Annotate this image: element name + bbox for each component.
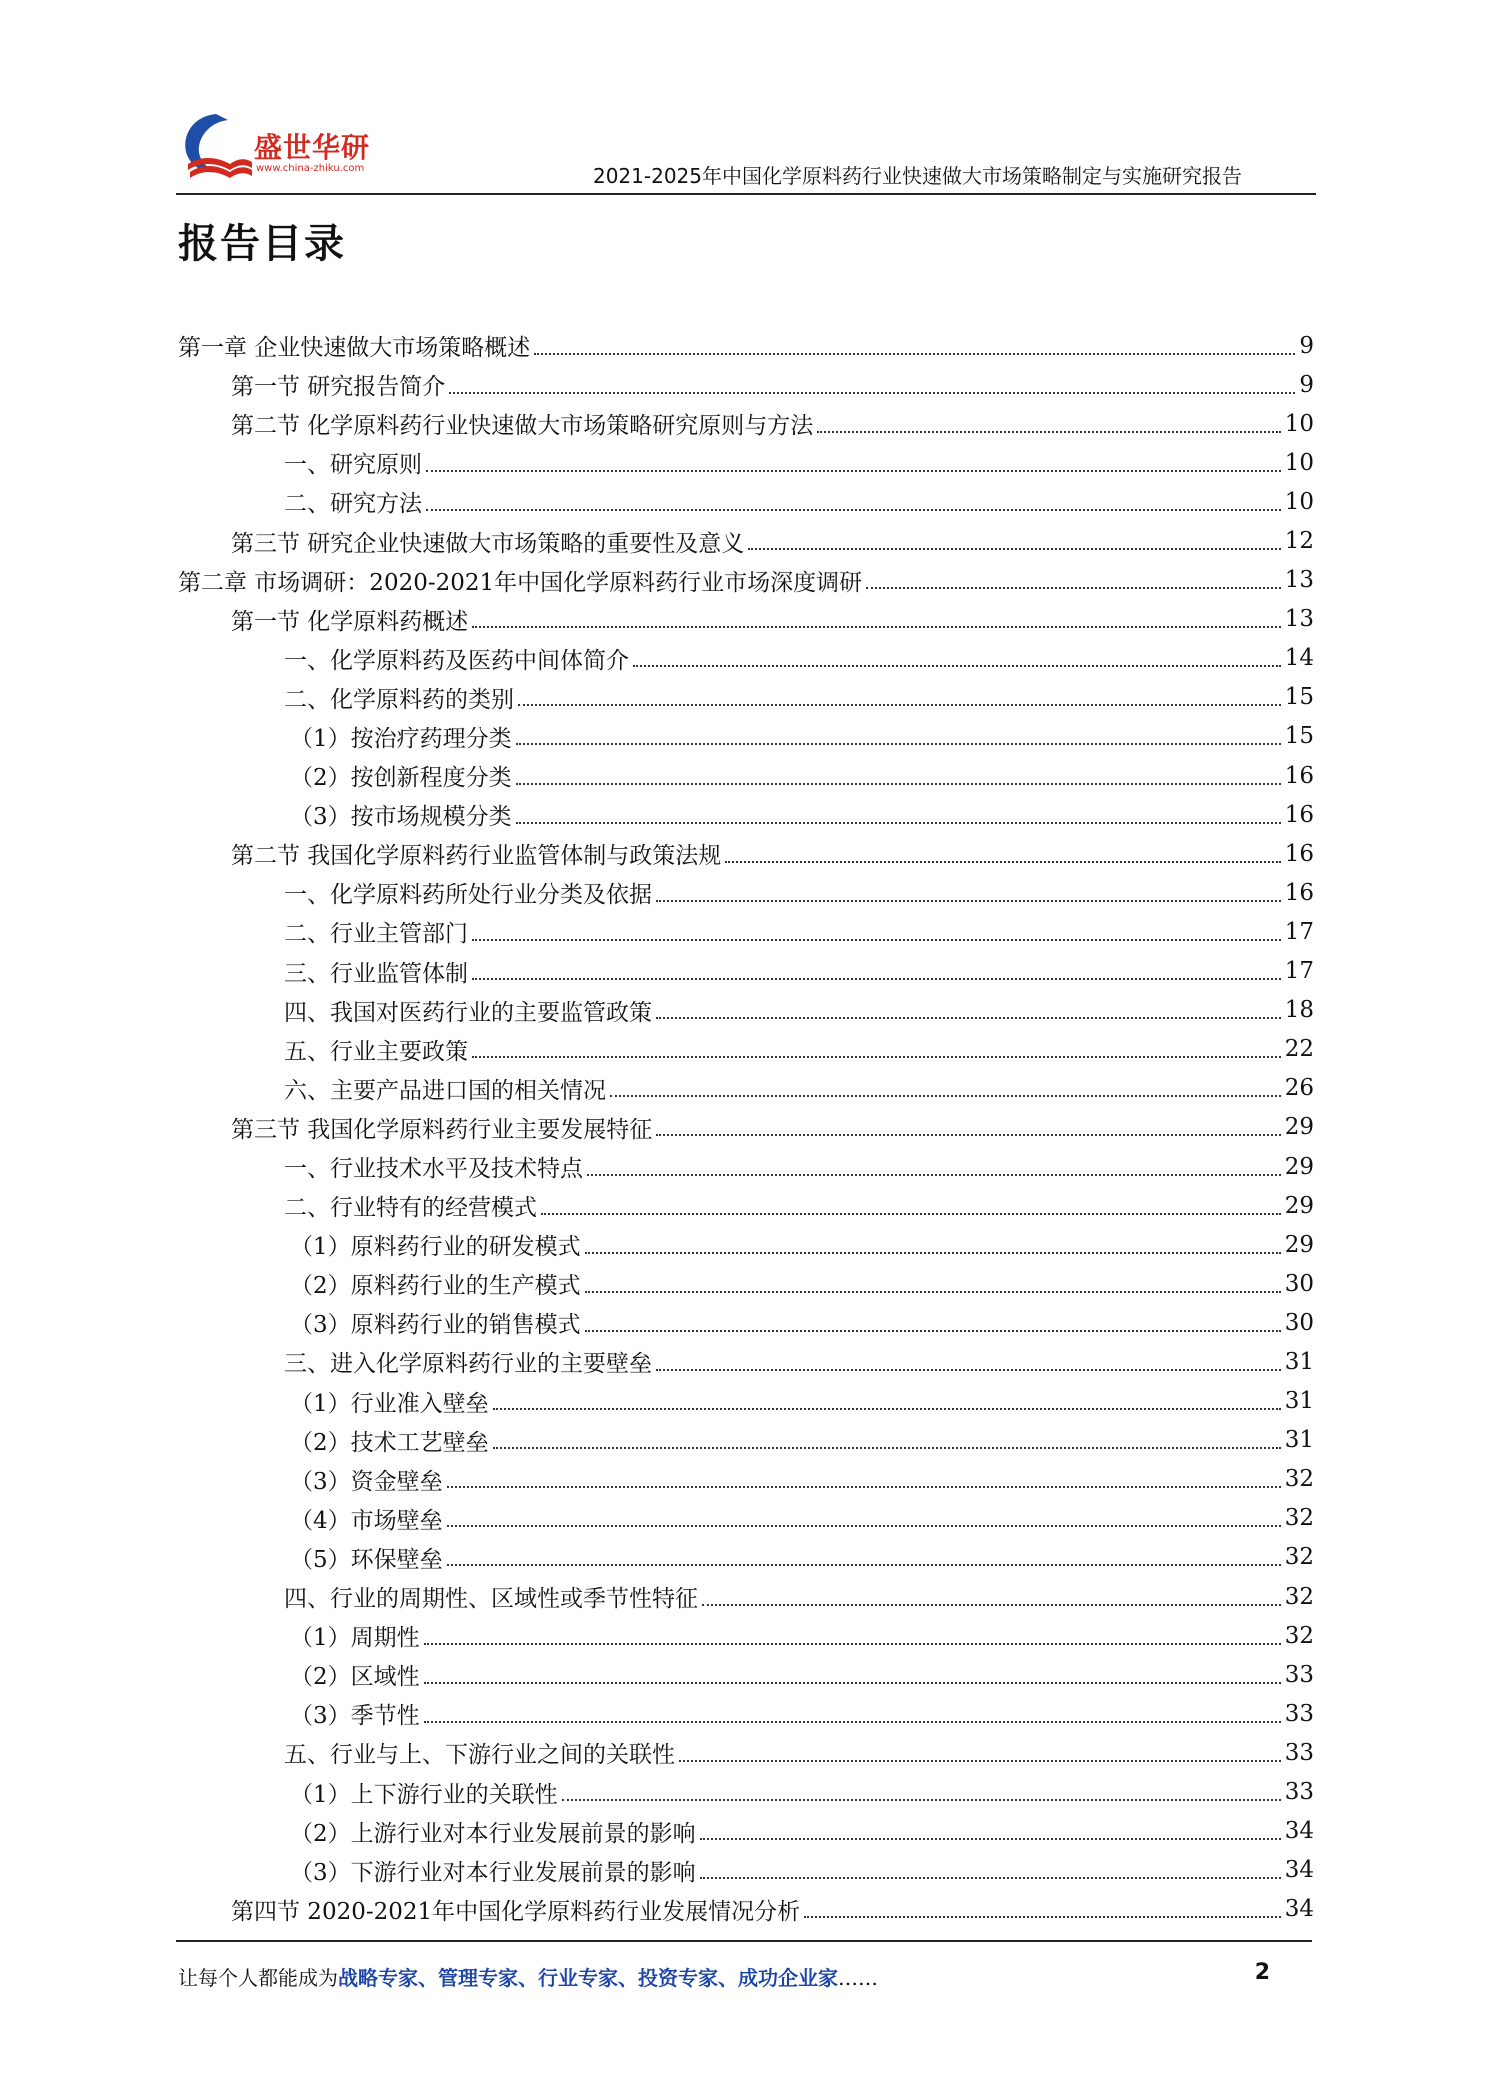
page-title: 报告目录 xyxy=(178,221,346,267)
toc-leader-dots xyxy=(725,861,1280,863)
toc-entry-page: 30 xyxy=(1284,1309,1314,1336)
toc-entry-label: （5）环保壁垒 xyxy=(290,1546,443,1573)
toc-entry-page: 9 xyxy=(1299,371,1314,398)
logo-url: www.china-zhiku.com xyxy=(256,163,365,174)
toc-entry[interactable] xyxy=(178,1342,1314,1381)
toc-leader-dots xyxy=(656,900,1281,902)
toc-entry[interactable] xyxy=(178,795,1314,834)
toc-entry[interactable] xyxy=(178,482,1314,521)
toc-leader-dots xyxy=(426,470,1281,472)
toc-entry[interactable] xyxy=(178,834,1314,873)
toc-entry-label: 四、行业的周期性、区域性或季节性特征 xyxy=(284,1586,698,1613)
toc-entry[interactable] xyxy=(178,561,1314,600)
toc-leader-dots xyxy=(493,1408,1281,1410)
toc-leader-dots xyxy=(534,353,1295,355)
toc-entry-label: 二、研究方法 xyxy=(284,491,422,518)
toc-entry-label: 五、行业主要政策 xyxy=(284,1038,468,1065)
toc-entry[interactable] xyxy=(178,1616,1314,1655)
toc-entry[interactable] xyxy=(178,912,1314,951)
toc-entry-label: 第二节 我国化学原料药行业监管体制与政策法规 xyxy=(231,843,722,870)
toc-entry[interactable] xyxy=(178,1538,1314,1577)
footer-slogan-suffix: …… xyxy=(838,1966,878,1990)
toc-entry-label: 一、行业技术水平及技术特点 xyxy=(284,1156,583,1183)
toc-entry[interactable] xyxy=(178,1382,1314,1421)
toc-entry-page: 32 xyxy=(1284,1505,1314,1532)
toc-entry[interactable] xyxy=(178,952,1314,991)
toc-leader-dots xyxy=(610,1095,1281,1097)
toc-entry-label: 第四节 2020-2021年中国化学原料药行业发展情况分析 xyxy=(231,1898,801,1925)
toc-entry[interactable] xyxy=(178,326,1314,365)
toc-entry-page: 17 xyxy=(1284,958,1314,985)
toc-leader-dots xyxy=(585,1291,1281,1293)
toc-entry-label: （2）上游行业对本行业发展前景的影响 xyxy=(290,1820,696,1847)
toc-entry[interactable] xyxy=(178,1499,1314,1538)
toc-leader-dots xyxy=(518,704,1281,706)
header-divider xyxy=(176,193,1316,195)
toc-leader-dots xyxy=(472,939,1281,941)
footer-slogan-highlight: 战略专家、管理专家、行业专家、投资专家、成功企业家 xyxy=(338,1966,838,1990)
toc-entry[interactable] xyxy=(178,1030,1314,1069)
toc-entry-page: 33 xyxy=(1284,1700,1314,1727)
footer-divider xyxy=(176,1940,1312,1942)
toc-entry-label: （1）原料药行业的研发模式 xyxy=(290,1234,581,1261)
toc-entry[interactable] xyxy=(178,365,1314,404)
toc-leader-dots xyxy=(447,1486,1281,1488)
toc-entry-page: 32 xyxy=(1284,1466,1314,1493)
toc-entry-page: 18 xyxy=(1284,997,1314,1024)
toc-entry-label: （1）上下游行业的关联性 xyxy=(290,1781,558,1808)
toc-entry-label: （2）区域性 xyxy=(290,1664,420,1691)
toc-entry[interactable] xyxy=(178,1264,1314,1303)
toc-entry[interactable] xyxy=(178,1772,1314,1811)
toc-entry-page: 10 xyxy=(1284,449,1314,476)
toc-entry-page: 17 xyxy=(1284,918,1314,945)
toc-leader-dots xyxy=(424,1643,1281,1645)
toc-entry-page: 10 xyxy=(1284,410,1314,437)
toc-leader-dots xyxy=(447,1564,1281,1566)
toc-entry-label: （1）按治疗药理分类 xyxy=(290,725,512,752)
toc-entry[interactable] xyxy=(178,1655,1314,1694)
toc-entry-label: 一、化学原料药所处行业分类及依据 xyxy=(284,882,652,909)
toc-entry[interactable] xyxy=(178,1890,1314,1929)
toc-leader-dots xyxy=(585,1252,1281,1254)
toc-entry-label: （3）原料药行业的销售模式 xyxy=(290,1312,581,1339)
toc-leader-dots xyxy=(472,626,1280,628)
toc-entry-label: 一、化学原料药及医药中间体简介 xyxy=(284,647,629,674)
toc-leader-dots xyxy=(447,1525,1281,1527)
toc-entry-page: 9 xyxy=(1299,332,1314,359)
toc-leader-dots xyxy=(656,1017,1281,1019)
toc-leader-dots xyxy=(585,1330,1281,1332)
toc-entry-page: 33 xyxy=(1284,1661,1314,1688)
toc-entry-label: 三、进入化学原料药行业的主要壁垒 xyxy=(284,1351,652,1378)
toc-entry-label: 三、行业监管体制 xyxy=(284,960,468,987)
toc-entry[interactable] xyxy=(178,1460,1314,1499)
toc-entry-label: 第三节 我国化学原料药行业主要发展特征 xyxy=(231,1116,653,1143)
toc-entry-label: （3）下游行业对本行业发展前景的影响 xyxy=(290,1859,696,1886)
toc-entry-page: 33 xyxy=(1284,1739,1314,1766)
toc-entry[interactable] xyxy=(178,1069,1314,1108)
toc-entry[interactable] xyxy=(178,404,1314,443)
toc-entry-page: 29 xyxy=(1284,1114,1314,1141)
company-logo xyxy=(176,108,386,186)
toc-entry-label: （3）按市场规模分类 xyxy=(290,804,512,831)
toc-entry-page: 31 xyxy=(1284,1427,1314,1454)
logo-emblem-icon xyxy=(176,108,256,186)
toc-entry-page: 16 xyxy=(1284,762,1314,789)
toc-entry-label: （4）市场壁垒 xyxy=(290,1507,443,1534)
toc-leader-dots xyxy=(426,509,1281,511)
toc-leader-dots xyxy=(656,1369,1281,1371)
toc-entry-page: 31 xyxy=(1284,1348,1314,1375)
toc-entry-label: （1）周期性 xyxy=(290,1625,420,1652)
toc-leader-dots xyxy=(424,1721,1281,1723)
report-title: 2021-2025年中国化学原料药行业快速做大市场策略制定与实施研究报告 xyxy=(592,164,1242,188)
toc-leader-dots xyxy=(449,392,1295,394)
toc-leader-dots xyxy=(633,665,1281,667)
toc-entry-page: 30 xyxy=(1284,1270,1314,1297)
toc-entry-page: 16 xyxy=(1284,840,1314,867)
toc-entry-page: 34 xyxy=(1284,1857,1314,1884)
toc-entry-page: 29 xyxy=(1284,1192,1314,1219)
toc-entry[interactable] xyxy=(178,717,1314,756)
toc-leader-dots xyxy=(493,1447,1281,1449)
toc-leader-dots xyxy=(748,548,1280,550)
logo-name: 盛世华研 xyxy=(254,131,371,164)
toc-leader-dots xyxy=(817,431,1280,433)
toc-leader-dots xyxy=(516,822,1281,824)
toc-entry-label: （3）季节性 xyxy=(290,1703,420,1730)
toc-entry-page: 16 xyxy=(1284,801,1314,828)
toc-entry[interactable] xyxy=(178,1303,1314,1342)
toc-entry-page: 10 xyxy=(1284,488,1314,515)
toc-entry-label: （2）原料药行业的生产模式 xyxy=(290,1273,581,1300)
toc-entry-page: 13 xyxy=(1284,606,1314,633)
toc-leader-dots xyxy=(700,1877,1281,1879)
toc-entry-page: 33 xyxy=(1284,1779,1314,1806)
toc-entry-label: （2）按创新程度分类 xyxy=(290,765,512,792)
toc-leader-dots xyxy=(656,1134,1280,1136)
toc-entry[interactable] xyxy=(178,1851,1314,1890)
toc-entry-label: 第一节 化学原料药概述 xyxy=(231,608,469,635)
toc-entry-label: 二、化学原料药的类别 xyxy=(284,686,514,713)
toc-entry-label: 五、行业与上、下游行业之间的关联性 xyxy=(284,1742,675,1769)
footer-slogan xyxy=(178,1962,878,1991)
toc-entry-label: 二、行业主管部门 xyxy=(284,921,468,948)
toc-entry[interactable] xyxy=(178,678,1314,717)
toc-entry-page: 15 xyxy=(1284,684,1314,711)
toc-entry-page: 16 xyxy=(1284,879,1314,906)
toc-entry-page: 34 xyxy=(1284,1818,1314,1845)
toc-entry[interactable] xyxy=(178,1812,1314,1851)
toc-entry[interactable] xyxy=(178,521,1314,560)
toc-leader-dots xyxy=(472,978,1281,980)
toc-leader-dots xyxy=(700,1838,1281,1840)
toc-entry-page: 32 xyxy=(1284,1583,1314,1610)
toc-leader-dots xyxy=(866,587,1281,589)
toc-entry-label: 第一章 企业快速做大市场策略概述 xyxy=(178,335,531,362)
toc-entry-page: 31 xyxy=(1284,1388,1314,1415)
toc-entry[interactable] xyxy=(178,1421,1314,1460)
toc-entry[interactable] xyxy=(178,639,1314,678)
toc-entry[interactable] xyxy=(178,1147,1314,1186)
toc-entry[interactable] xyxy=(178,443,1314,482)
toc-entry-label: 四、我国对医药行业的主要监管政策 xyxy=(284,999,652,1026)
toc-leader-dots xyxy=(562,1799,1281,1801)
toc-entry[interactable] xyxy=(178,1733,1314,1772)
toc-entry-label: 一、研究原则 xyxy=(284,452,422,479)
toc-entry-page: 32 xyxy=(1284,1544,1314,1571)
toc-entry-page: 13 xyxy=(1284,567,1314,594)
toc-entry[interactable] xyxy=(178,873,1314,912)
toc-leader-dots xyxy=(702,1604,1281,1606)
toc-entry-label: 六、主要产品进口国的相关情况 xyxy=(284,1077,606,1104)
toc-leader-dots xyxy=(516,783,1281,785)
toc-entry-label: （3）资金壁垒 xyxy=(290,1468,443,1495)
toc-entry[interactable] xyxy=(178,1186,1314,1225)
toc-leader-dots xyxy=(472,1056,1281,1058)
toc-entry[interactable] xyxy=(178,756,1314,795)
toc-entry[interactable] xyxy=(178,1108,1314,1147)
toc-entry[interactable] xyxy=(178,1694,1314,1733)
toc-entry-page: 22 xyxy=(1284,1036,1314,1063)
toc-leader-dots xyxy=(587,1174,1281,1176)
toc-leader-dots xyxy=(424,1682,1281,1684)
toc-entry-page: 15 xyxy=(1284,723,1314,750)
page-number: 2 xyxy=(1254,1960,1270,1985)
table-of-contents xyxy=(178,326,1314,1929)
toc-entry[interactable] xyxy=(178,991,1314,1030)
toc-entry-page: 26 xyxy=(1284,1075,1314,1102)
footer-slogan-prefix: 让每个人都能成为 xyxy=(178,1966,338,1990)
toc-leader-dots xyxy=(679,1760,1281,1762)
toc-entry-label: 第二章 市场调研：2020-2021年中国化学原料药行业市场深度调研 xyxy=(178,569,863,596)
toc-entry-label: （2）技术工艺壁垒 xyxy=(290,1429,489,1456)
toc-entry-page: 12 xyxy=(1284,528,1314,555)
toc-entry-label: 第三节 研究企业快速做大市场策略的重要性及意义 xyxy=(231,530,745,557)
toc-entry[interactable] xyxy=(178,1225,1314,1264)
toc-leader-dots xyxy=(516,743,1281,745)
toc-entry-page: 29 xyxy=(1284,1231,1314,1258)
toc-leader-dots xyxy=(541,1213,1281,1215)
toc-entry-label: 二、行业特有的经营模式 xyxy=(284,1195,537,1222)
toc-entry-page: 29 xyxy=(1284,1153,1314,1180)
toc-entry[interactable] xyxy=(178,1577,1314,1616)
toc-entry-page: 34 xyxy=(1284,1896,1314,1923)
toc-entry[interactable] xyxy=(178,600,1314,639)
toc-entry-label: （1）行业准入壁垒 xyxy=(290,1390,489,1417)
toc-entry-page: 14 xyxy=(1284,645,1314,672)
toc-leader-dots xyxy=(804,1916,1281,1918)
toc-entry-label: 第一节 研究报告简介 xyxy=(231,374,446,401)
toc-entry-label: 第二节 化学原料药行业快速做大市场策略研究原则与方法 xyxy=(231,413,814,440)
toc-entry-page: 32 xyxy=(1284,1622,1314,1649)
